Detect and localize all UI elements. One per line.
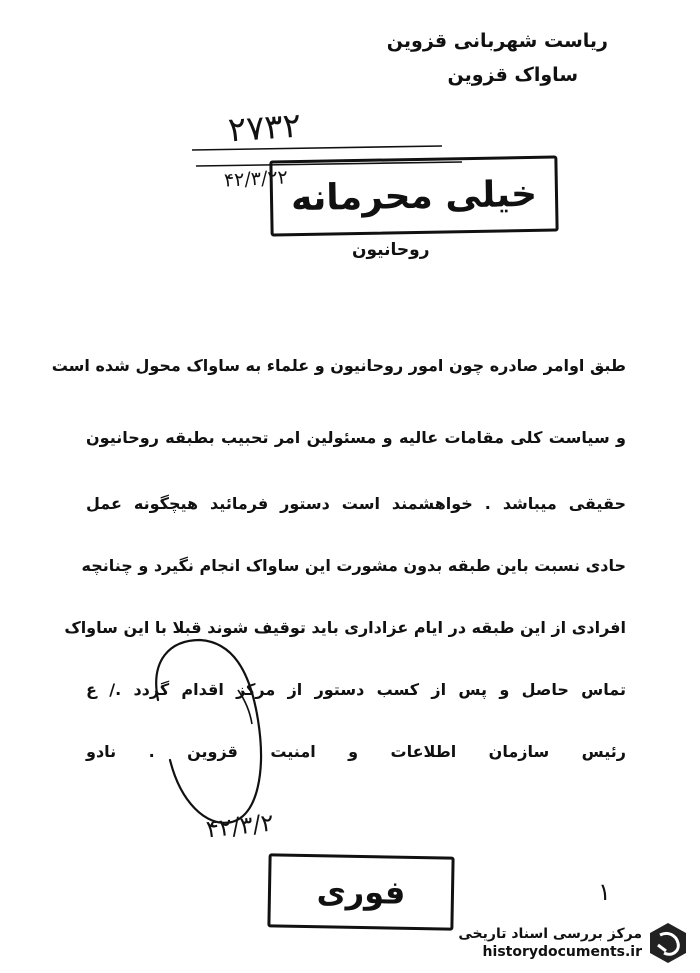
archive-logo-icon <box>648 921 688 965</box>
header-line-1: ریاست شهربانی قزوین <box>386 30 608 52</box>
body-line: حادی نسبت باین طبقه بدون مشورت این ساواک انجام نگیرد و چنانچه <box>81 556 626 575</box>
confidential-stamp-text: خیلی محرمانه <box>290 173 538 219</box>
reference-number: ۲۷۳۲ <box>226 105 303 151</box>
body-line: و سیاست کلی مقامات عالیه و مسئولین امر تحبیب بطبقه روحانیون <box>86 428 626 447</box>
confidential-stamp <box>269 155 558 236</box>
body-line: تماس حاصل و پس از کسب دستور از مرکز اقدام گردد ./ ع <box>86 680 626 699</box>
reference-date: ۴۲/۳/۲۲ <box>223 166 289 192</box>
watermark-url: historydocuments.ir <box>482 944 642 960</box>
body-line: حقیقی میباشد . خواهشمند است دستور فرمائید هیچگونه عمل <box>86 494 626 513</box>
urgent-stamp-text: فوری <box>316 872 406 912</box>
handwritten-date: ۴۲/۳/۲ <box>204 808 276 844</box>
header-line-2: ساواک قزوین <box>447 64 578 86</box>
margin-number: ۱ <box>598 878 611 906</box>
watermark <box>458 921 688 965</box>
signature-line: رئیس سازمان اطلاعات و امنیت قزوین . نادو <box>86 742 626 761</box>
body-line: طبق اوامر صادره چون امور روحانیون و علماء به ساواک محول شده است <box>51 356 626 375</box>
urgent-stamp <box>267 853 454 930</box>
body-line: افرادی از این طبقه در ایام عزاداری باید توقیف شوند قبلا با این ساواک <box>64 618 626 637</box>
subject-line: روحانیون <box>352 240 430 260</box>
watermark-name: مرکز بررسی اسناد تاریخی <box>458 926 642 942</box>
